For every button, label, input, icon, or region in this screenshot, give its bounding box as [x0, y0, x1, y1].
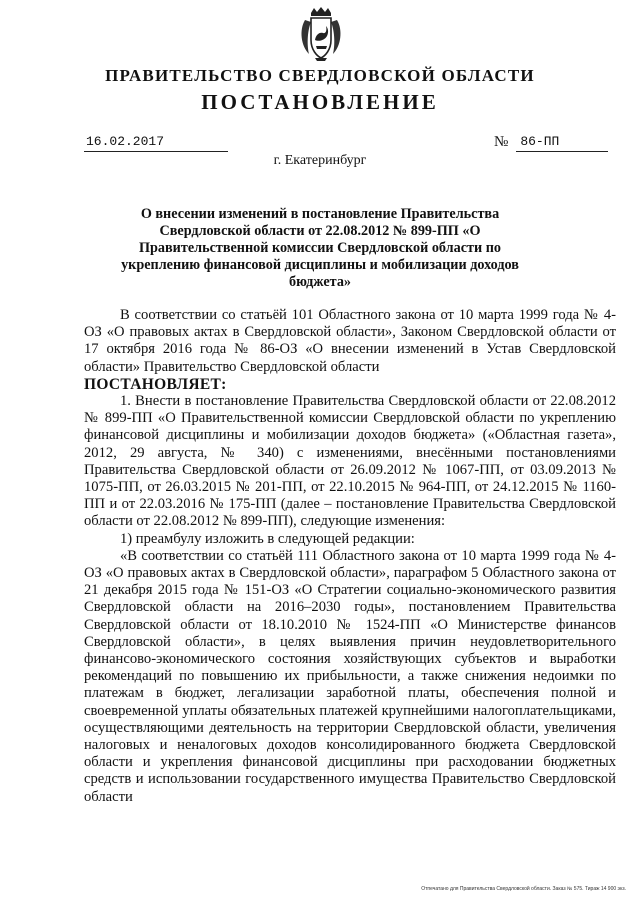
subitem-1-paragraph: 1) преамбулу изложить в следующей редакции:	[120, 530, 415, 547]
document-number	[494, 134, 608, 151]
city-label: г. Екатеринбург	[273, 153, 367, 168]
organization-title: ПРАВИТЕЛЬСТВО СВЕРДЛОВСКОЙ ОБЛАСТИ	[105, 66, 535, 85]
date-field	[84, 134, 228, 152]
date-value: 16.02.2017	[86, 134, 165, 149]
preamble-quote-paragraph: «В соответствии со статьёй 111 Областного закона от 10 марта 1999 года № 4-ОЗ «О правовых актах в Свердловской области», параграфом 5 Областного закона от 21 декабря 2015 года № 151-ОЗ «О Стратегии социально-экономического развития Свердловской области на 2016–2030 годы», постановлением Правительства Свердловской области от 18.10.2010 № 1524-ПП «О Министерстве финансов Свердловской области», в целях выявления причин неудовлетворительного финансово-экономического состояния хозяйствующих субъектов и выработки рекомендаций по повышению их прибыльности, а также снижения недоимки по платежам в бюджет, легализации заработной платы, обеспечения полной и своевременной уплаты обязательных платежей крупнейшими налогоплательщиками, осуществляющими деятельность на территории Свердловской области, увеличения налоговых и неналоговых доходов консолидированного бюджета Свердловской области и укрепления финансовой дисциплины при расходовании бюджетных средств и использовании государственного имущества Правительство Свердловской области	[84, 547, 616, 805]
document-heading: О внесении изменений в постановление Правительства Свердловской области от 22.08.2012 № 899-ПП «О Правительственной комиссии Свердловской области по укреплению финансовой дисциплины и мобилизации доходов бюджета»	[121, 206, 519, 290]
decree-keyword: ПОСТАНОВЛЯЕТ:	[84, 375, 227, 393]
number-value: 86-ПП	[520, 134, 560, 149]
document-type: ПОСТАНОВЛЕНИЕ	[201, 90, 439, 114]
intro-paragraph: В соответствии со статьёй 101 Областного закона от 10 марта 1999 года № 4-ОЗ «О правовых актах в Свердловской области», Законом Свердловской области от 17 октября 2016 года № 86-ОЗ «О внесении изменений в Устав Свердловской области» Правительство Свердловской области	[84, 307, 616, 375]
coat-of-arms-icon	[297, 6, 345, 62]
item-1-paragraph: 1. Внести в постановление Правительства Свердловской области от 22.08.2012 № 899-ПП «О Правительственной комиссии Свердловской области по укреплению финансовой дисциплины и мобилизации доходов бюджета» («Областная газета», 2012, 29 августа, № 340) с изменениями, внесёнными постановлениями Правительства Свердловской области от 26.09.2012 № 1067-ПП, от 03.09.2013 № 1075-ПП, от 26.03.2015 № 201-ПП, от 22.10.2015 № 964-ПП, от 24.12.2015 № 1160-ПП и от 22.03.2016 № 175-ПП (далее – постановление Правительства Свердловской области от 22.08.2012 № 899-ПП), следующие изменения:	[84, 393, 616, 530]
number-field	[516, 134, 608, 152]
print-footer-note: Отпечатано для Правительства Свердловской области. Заказ № 575. Тираж 14 900 экз.	[421, 886, 626, 892]
document-body	[84, 307, 616, 806]
number-sign: №	[494, 134, 509, 150]
